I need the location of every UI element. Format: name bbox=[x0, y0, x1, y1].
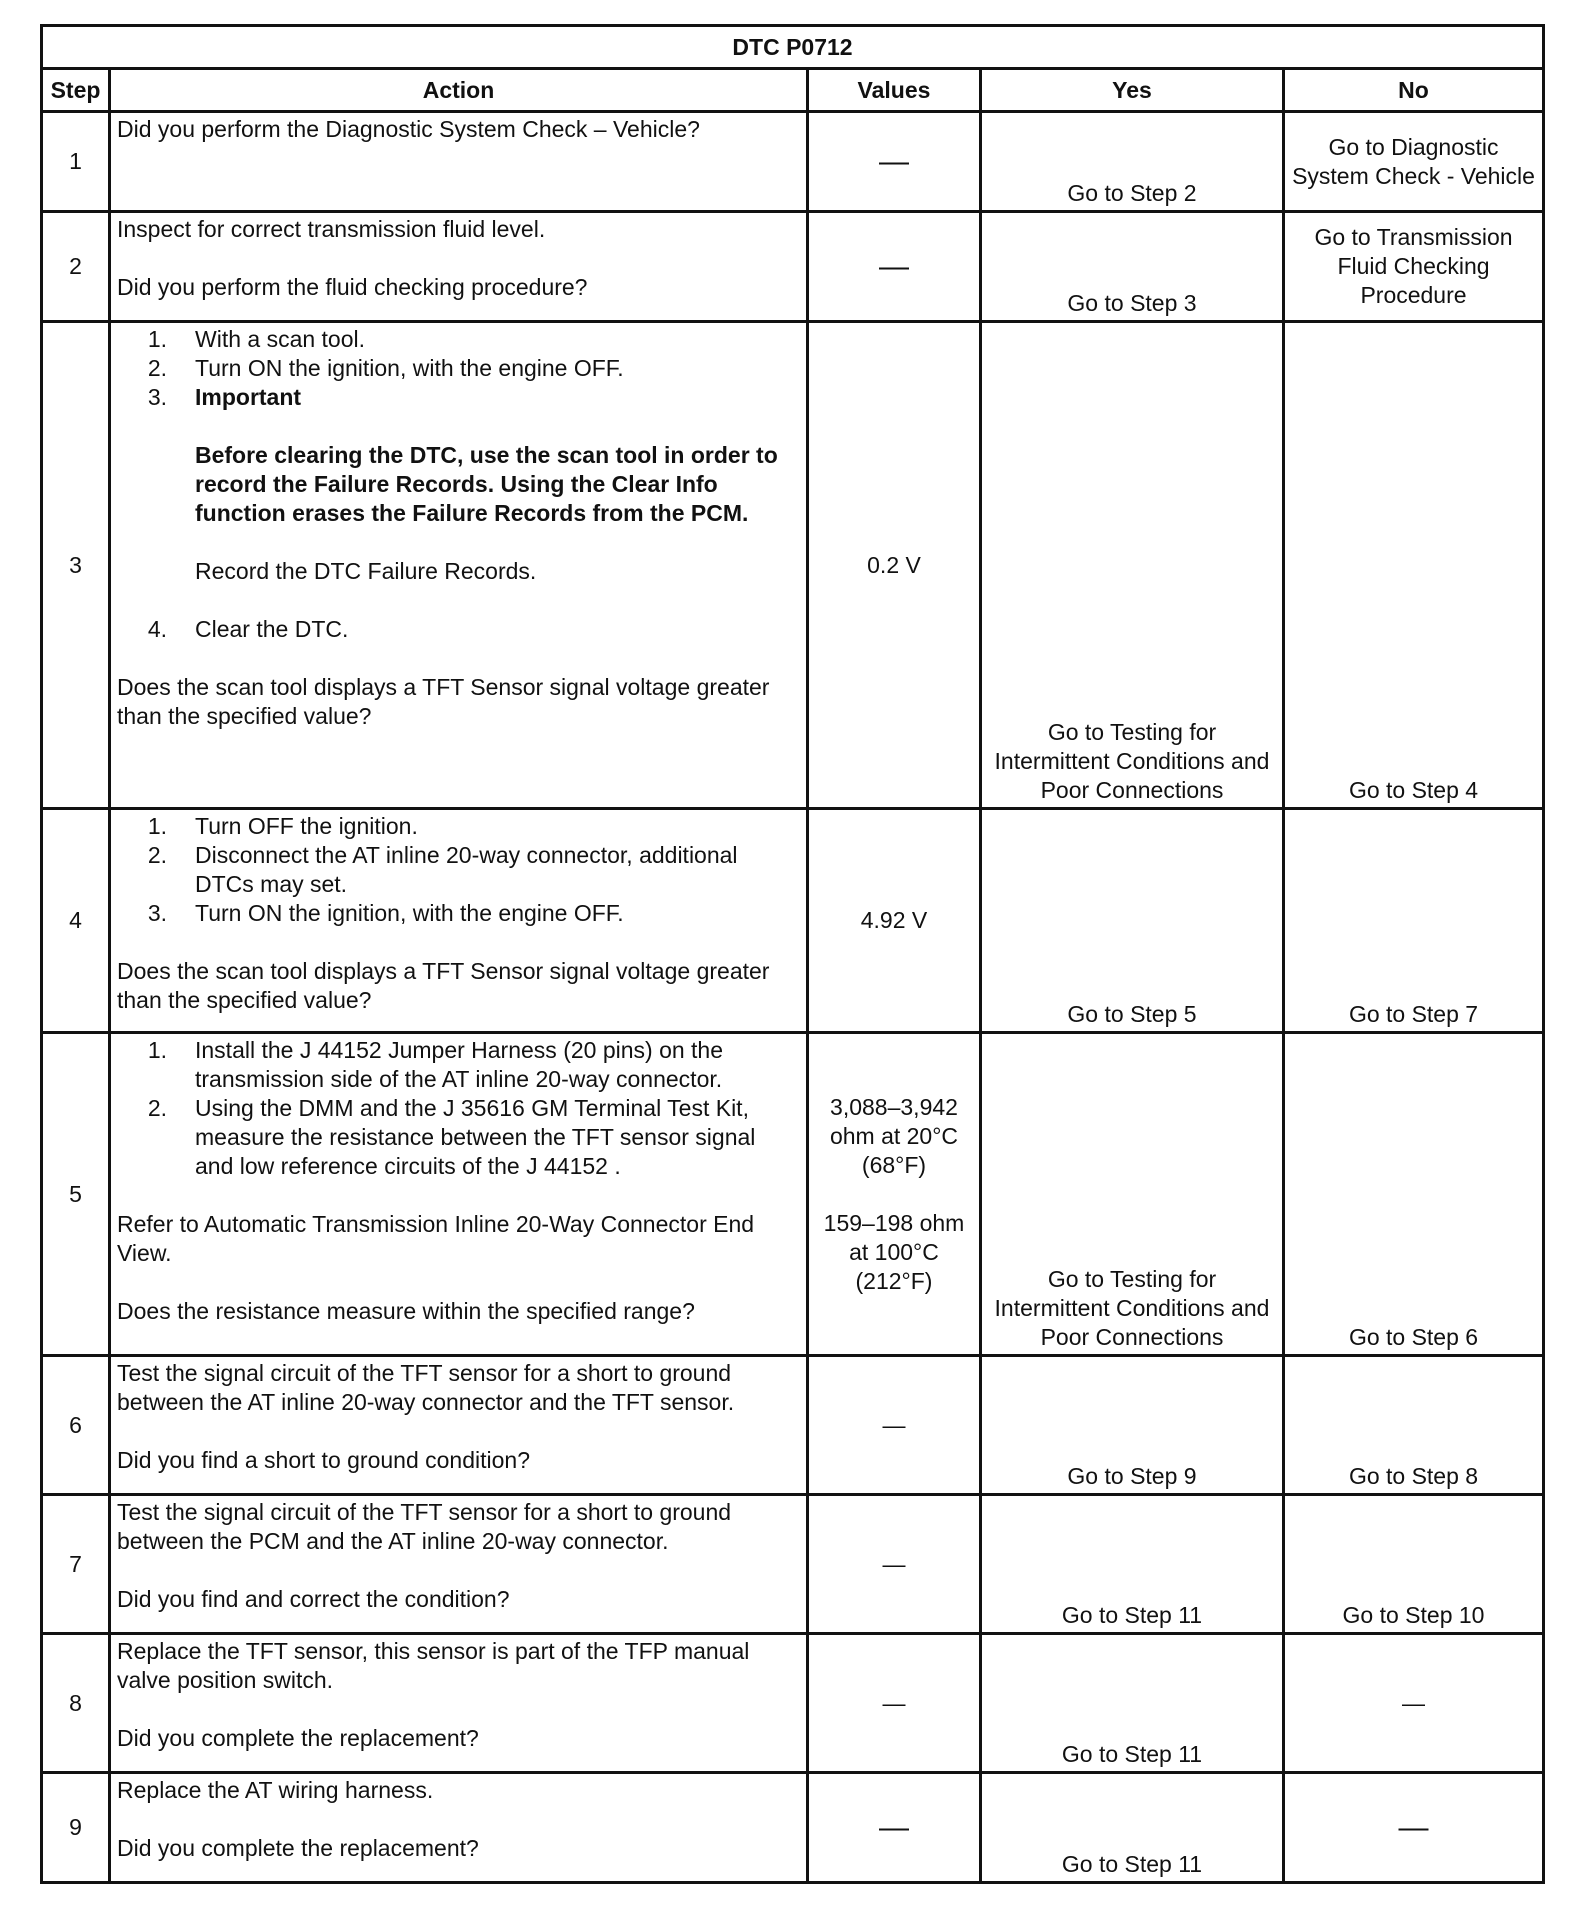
list-item: 3. Turn ON the ignition, with the engine OFF. bbox=[147, 900, 624, 926]
action-question: Did you complete the replacement? bbox=[117, 1835, 479, 1861]
table-row bbox=[42, 1033, 1544, 1356]
yes-cell: Go to Step 5 bbox=[981, 809, 1284, 1033]
step-number: 1 bbox=[42, 112, 110, 212]
value-cell bbox=[808, 1033, 981, 1356]
list-item: 1. Install the J 44152 Jumper Harness (20 pins) on the transmission side of the AT inline 20-way connector. bbox=[147, 1037, 724, 1092]
action-steps bbox=[117, 812, 800, 928]
header-values: Values bbox=[808, 69, 981, 112]
value-cell: 4.92 V bbox=[808, 809, 981, 1033]
step-number: 9 bbox=[42, 1773, 110, 1883]
table-row bbox=[42, 809, 1544, 1033]
header-yes: Yes bbox=[981, 69, 1284, 112]
no-cell: Go to Diagnostic System Check - Vehicle bbox=[1284, 112, 1544, 212]
header-row bbox=[42, 69, 1544, 112]
action-text: Did you perform the Diagnostic System Check – Vehicle? bbox=[117, 116, 700, 142]
table-row bbox=[42, 1495, 1544, 1634]
list-item: 2. Using the DMM and the J 35616 GM Terminal Test Kit, measure the resistance between the TFT sensor signal and low reference circuits of the J 44152 . bbox=[147, 1095, 756, 1179]
action-cell bbox=[110, 809, 808, 1033]
action-question: Does the scan tool displays a TFT Sensor signal voltage greater than the specified value? bbox=[117, 958, 770, 1013]
header-step: Step bbox=[42, 69, 110, 112]
list-item: 1. With a scan tool. bbox=[147, 326, 366, 352]
action-cell bbox=[110, 322, 808, 809]
action-cell bbox=[110, 1634, 808, 1773]
action-cell bbox=[110, 1495, 808, 1634]
action-question: Did you find and correct the condition? bbox=[117, 1586, 510, 1612]
yes-cell: Go to Step 11 bbox=[981, 1495, 1284, 1634]
yes-cell: Go to Step 11 bbox=[981, 1773, 1284, 1883]
step-number: 8 bbox=[42, 1634, 110, 1773]
step-number: 7 bbox=[42, 1495, 110, 1634]
value-cell: — bbox=[808, 1634, 981, 1773]
list-item: 3. Important bbox=[147, 384, 302, 410]
yes-cell: Go to Step 3 bbox=[981, 212, 1284, 322]
table-row bbox=[42, 1356, 1544, 1495]
table-title: DTC P0712 bbox=[42, 26, 1544, 69]
action-cell bbox=[110, 112, 808, 212]
table-row bbox=[42, 212, 1544, 322]
no-cell: Go to Step 10 bbox=[1284, 1495, 1544, 1634]
value-cell: — bbox=[808, 112, 981, 212]
diagnostic-table bbox=[40, 24, 1545, 1884]
no-cell: Go to Transmission Fluid Checking Procedure bbox=[1284, 212, 1544, 322]
action-question: Did you perform the fluid checking procedure? bbox=[117, 274, 588, 300]
yes-cell: Go to Step 11 bbox=[981, 1634, 1284, 1773]
no-cell: Go to Step 8 bbox=[1284, 1356, 1544, 1495]
no-cell: — bbox=[1284, 1634, 1544, 1773]
action-cell bbox=[110, 212, 808, 322]
action-text: Replace the TFT sensor, this sensor is part of the TFP manual valve position switch. bbox=[117, 1638, 750, 1693]
value-cell: — bbox=[808, 212, 981, 322]
action-cell bbox=[110, 1033, 808, 1356]
header-action: Action bbox=[110, 69, 808, 112]
value-cell: 0.2 V bbox=[808, 322, 981, 809]
action-cell bbox=[110, 1773, 808, 1883]
no-cell: Go to Step 7 bbox=[1284, 809, 1544, 1033]
action-steps bbox=[117, 325, 800, 644]
table-row bbox=[42, 112, 1544, 212]
value-cell: — bbox=[808, 1495, 981, 1634]
list-item: 1. Turn OFF the ignition. bbox=[147, 813, 418, 839]
action-question: Did you complete the replacement? bbox=[117, 1725, 479, 1751]
header-no: No bbox=[1284, 69, 1544, 112]
step-number: 4 bbox=[42, 809, 110, 1033]
table-row bbox=[42, 322, 1544, 809]
action-text: Test the signal circuit of the TFT sensor for a short to ground between the AT inline 20-way connector and the TFT sensor. bbox=[117, 1360, 735, 1415]
no-cell: Go to Step 6 bbox=[1284, 1033, 1544, 1356]
no-cell: — bbox=[1284, 1773, 1544, 1883]
no-cell: Go to Step 4 bbox=[1284, 322, 1544, 809]
value-cell: — bbox=[808, 1773, 981, 1883]
record-note: Record the DTC Failure Records. bbox=[195, 558, 537, 584]
action-question: Did you find a short to ground condition? bbox=[117, 1447, 530, 1473]
step-number: 6 bbox=[42, 1356, 110, 1495]
yes-cell: Go to Testing for Intermittent Conditions and Poor Connections bbox=[981, 322, 1284, 809]
step-number: 5 bbox=[42, 1033, 110, 1356]
action-steps bbox=[117, 1036, 800, 1181]
yes-cell: Go to Step 2 bbox=[981, 112, 1284, 212]
list-item: 4. Clear the DTC. bbox=[147, 616, 349, 642]
list-item: 2. Disconnect the AT inline 20-way connector, additional DTCs may set. bbox=[147, 842, 738, 897]
action-question: Does the resistance measure within the specified range? bbox=[117, 1298, 695, 1324]
action-text: Inspect for correct transmission fluid level. bbox=[117, 216, 546, 242]
value-range-100c: 159–198 ohm at 100°C (212°F) bbox=[823, 1209, 965, 1294]
yes-cell: Go to Step 9 bbox=[981, 1356, 1284, 1495]
action-text: Replace the AT wiring harness. bbox=[117, 1777, 434, 1803]
step-number: 2 bbox=[42, 212, 110, 322]
value-cell: — bbox=[808, 1356, 981, 1495]
value-range-20c: 3,088–3,942 ohm at 20°C (68°F) bbox=[829, 1093, 959, 1178]
yes-cell: Go to Testing for Intermittent Conditions and Poor Connections bbox=[981, 1033, 1284, 1356]
refer-text: Refer to Automatic Transmission Inline 20-Way Connector End View. bbox=[117, 1211, 755, 1266]
list-item: 2. Turn ON the ignition, with the engine OFF. bbox=[147, 355, 624, 381]
action-cell bbox=[110, 1356, 808, 1495]
table-row bbox=[42, 1634, 1544, 1773]
table-row bbox=[42, 1773, 1544, 1883]
action-text: Test the signal circuit of the TFT sensor for a short to ground between the PCM and the AT inline 20-way connector. bbox=[117, 1499, 732, 1554]
important-note: Before clearing the DTC, use the scan tool in order to record the Failure Records. Using the Clear Info function erases the Failure Records from the PCM. bbox=[195, 442, 778, 526]
step-number: 3 bbox=[42, 322, 110, 809]
action-question: Does the scan tool displays a TFT Sensor signal voltage greater than the specified value? bbox=[117, 674, 770, 729]
